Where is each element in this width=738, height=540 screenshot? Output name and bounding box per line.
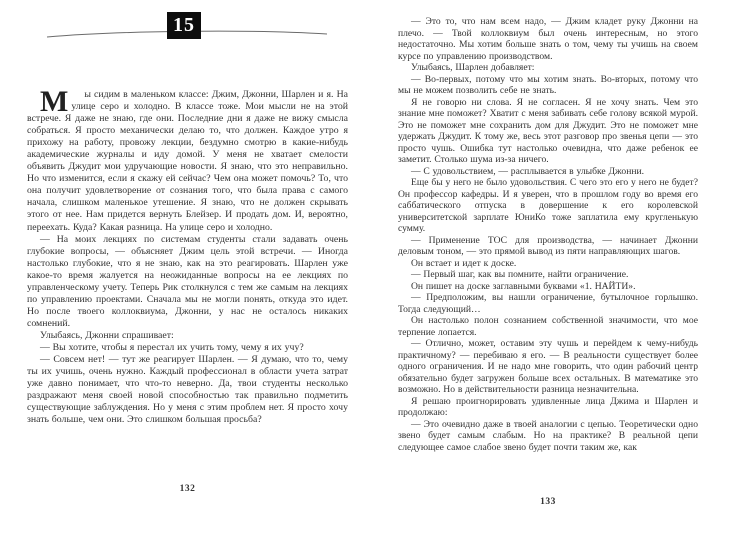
left-page-text-column [27, 85, 348, 426]
paragraph [27, 85, 348, 234]
paragraph: — Совсем нет! — тут же реагирует Шарлен. — Я думаю, что то, чему ты их учишь, очень нужно. Каждый профессионал в области учета затрат уже давно понимает, что что-то неверно. Да, твои студенты несколько раздражают меня своей новой способностью так правильно подметить существующие заблуждения. Но у меня с этим проблем нет. Я просто хочу знать больше, чем они. Это слишком большая просьба? [27, 354, 348, 426]
right-page-text-column [398, 16, 698, 453]
paragraph: Я решаю проигнорировать удивленные лица Джима и Шарлен и продолжаю: [398, 395, 698, 418]
paragraph: — На моих лекциях по системам студенты стали задавать очень глубокие вопросы, — объясняет Джим цель этой встречи. — Иногда настолько глубокие, что я не знаю, как на это реагировать. Шарлен уже какое-то время жалуется на неожиданные вопросы на ее лекциях по управленческому учету. Теперь Рик столкнулся с тем же самым на лекциях по управлению проектами. Сначала мы не могли понять, откуда это идет. Но после твоего коллоквиума, Джонни, у нас не осталось никаких сомнений. [27, 233, 348, 329]
paragraph: — Предположим, вы нашли ограничение, бутылочное горлышко. Тогда следующий… [398, 292, 698, 315]
paragraph-text: ы сидим в маленьком классе: Джим, Джонни, Шарлен и я. На улице серо и холодно. В классе тоже. Мои мысли не на этой встрече. Я даже не знаю, где они. Последние дни я даже не вижу смысла собраться. Я просто механически делаю то, что должен. Каждое утро я прихожу на работу, провожу лекции, бездумно смотрю в какие-нибудь академические журналы и иду домой. У меня не хватает смелости объявить Джудит мои удручающие новости. Я знаю, что это неправильно. Но что изменится, если я скажу ей сейчас? Чем она может помочь? То, что она получит удовлетворение от сознания того, что была права с самого начала, слишком маленькое утешение. Я знаю, что не должен скрывать этого от нее. Нам придется вернуть Блейзер. И продать дом. И, вероятно, переехать. Куда? Какая разница. На улице серо и холодно. [27, 89, 348, 233]
drop-cap: М [40, 85, 69, 118]
paragraph: — С удовольствием, — расплывается в улыбке Джонни. [411, 165, 644, 177]
paragraph: Улыбаясь, Джонни спрашивает: [40, 329, 174, 341]
paragraph: Он встает и идет к доске. [411, 257, 517, 269]
paragraph: Я не говорю ни слова. Я не согласен. Я не хочу знать. Чем это знание мне поможет? Хватит с меня забивать себе голову всякой мурой. Это не поможет мне сохранить дом для Джудит. Это не поможет мне удержать Джудит. К тому же, весь этот разговор про звенья цепи — это просто чушь. Ошибка тут настолько очевидна, что даже ребенок ее заметит. Столько шума из-за ничего. [398, 96, 698, 165]
chapter-number: 15 [173, 14, 195, 36]
paragraph: Он настолько полон сознанием собственной значимости, что мое терпение лопается. [398, 315, 698, 338]
paragraph: — Отлично, может, оставим эту чушь и перейдем к чему-нибудь практичному? — перебиваю я его. — В реальности существует более одного ограничения. И не надо мне говорить, что один рабочий центр обязательно будет загружен больше всех остальных. В математике это возможно. Но в действительности разница незначительна. [398, 338, 698, 395]
chapter-number-badge [167, 12, 201, 39]
right-page [369, 0, 738, 540]
page-number-left: 132 [179, 484, 196, 494]
paragraph: — Это очевидно даже в твоей аналогии с цепью. Теоретически одно звено будет самым слабым. Но на практике? В реальной цепи следующее самое слабое звено будет почти таким же, как [398, 418, 698, 453]
paragraph: Он пишет на доске заглавными буквами «1. НАЙТИ». [411, 280, 636, 292]
paragraph: Улыбаясь, Шарлен добавляет: [411, 62, 535, 73]
paragraph: — Первый шаг, как вы помните, найти ограничение. [411, 269, 629, 280]
paragraph: Еще бы у него не было удовольствия. С чего это его у него не будет? Он профессор кафедры. И я уверен, что в прошлом году во время его саббатического отпуска в довершение к его королевской университетской зарплате ЮниКо тоже заплатила ему кругленькую сумму. [398, 177, 698, 234]
paragraph: — Применение ТОС для производства, — начинает Джонни деловым тоном, — это прямой вывод из пяти направляющих шагов. [398, 234, 698, 257]
paragraph: — Это то, что нам всем надо, — Джим кладет руку Джонни на плечо. — Твой коллоквиум был очень интересным, но этого недостаточно. Мы хотим больше знать о том, чему ты учишь на своем курсе по управлению производством. [398, 16, 698, 62]
page-number-right: 133 [540, 497, 556, 507]
paragraph: — Вы хотите, чтобы я перестал их учить тому, чему я их учу? [40, 341, 304, 353]
paragraph: — Во-первых, потому что мы хотим знать. Во-вторых, потому что мы не можем позволить себе не знать. [398, 73, 698, 96]
